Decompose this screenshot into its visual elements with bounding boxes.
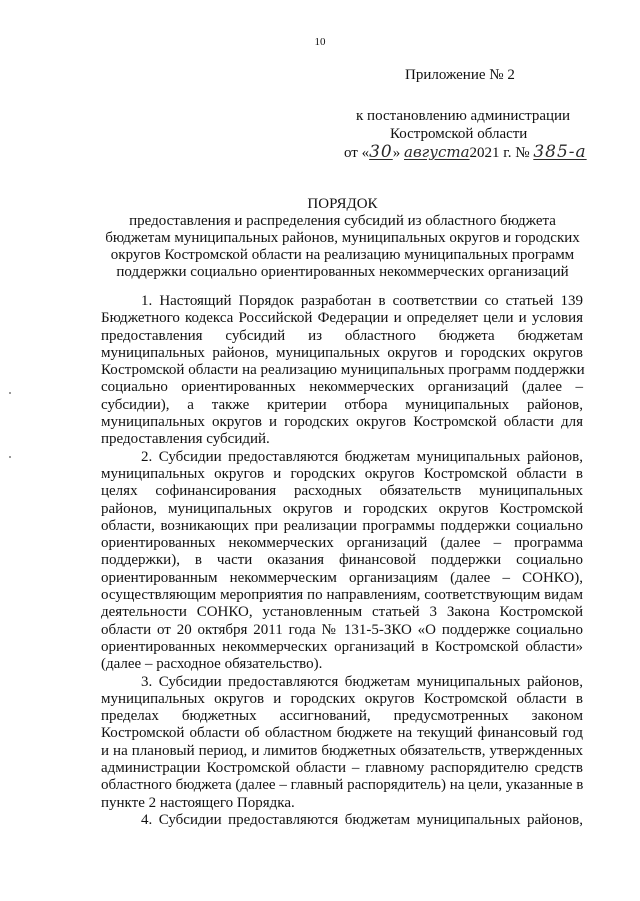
appendix-date-line	[344, 143, 587, 162]
date-quote-close: »	[392, 145, 401, 161]
paragraph-1-line: муниципальных округов и городских округов Костромской области для	[101, 414, 583, 431]
paragraph-2-line: ориентированным некоммерческим организациям (далее – СОНКО),	[101, 569, 583, 586]
paragraph-1-line: 1. Настоящий Порядок разработан в соответствии со статьей 139	[141, 293, 583, 309]
paragraph-3-line: администрации Костромской области – главному распорядителю средств	[101, 760, 583, 777]
paragraph-1-line: Бюджетного кодекса Российской Федерации и определяет цели и условия	[101, 310, 583, 327]
date-prefix: от «	[344, 145, 370, 161]
handwritten-day: 30	[369, 142, 393, 162]
paragraph-3-line: пункте 2 настоящего Порядка.	[101, 794, 295, 811]
paragraph-3-line: муниципальных округов и городских округов Костромской области в	[101, 690, 583, 707]
scan-margin-mark	[9, 456, 11, 458]
order-subtitle	[100, 213, 585, 281]
order-subtitle-line: бюджетам муниципальных районов, муниципальных округов и городских	[105, 230, 580, 246]
paragraph-2-line: ориентированных некоммерческих организаций (далее – программа	[101, 535, 583, 552]
paragraph-4-line: 4. Субсидии предоставляются бюджетам муниципальных районов,	[141, 811, 583, 828]
paragraph-3-line: пределах бюджетных ассигнований, предусмотренных законом	[101, 708, 583, 725]
order-title: ПОРЯДОК	[307, 196, 378, 212]
paragraph-3-line: и на плановый период, и лимитов бюджетных обязательств, утвержденных	[101, 742, 583, 759]
paragraph-1-line: муниципальных районов, муниципальных округов и городских округов	[101, 344, 583, 361]
paragraph-2-line: целях софинансирования расходных обязательств муниципальных	[101, 483, 583, 500]
paragraph-2-line: области от 20 октября 2011 года № 131-5-ЗКО «О поддержке социально	[101, 621, 583, 638]
appendix-resolution-line: к постановлению администрации	[356, 108, 571, 124]
document-body	[101, 293, 583, 829]
scan-margin-mark	[9, 392, 11, 394]
order-subtitle-line: предоставления и распределения субсидий из областного бюджета	[129, 213, 556, 229]
paragraph-2-line: (далее – расходное обязательство).	[101, 656, 323, 673]
paragraph-3-line: 3. Субсидии предоставляются бюджетам муниципальных районов,	[141, 673, 583, 690]
paragraph-2-line: 2. Субсидии предоставляются бюджетам муниципальных районов,	[141, 448, 583, 465]
page-number: 10	[314, 36, 326, 48]
order-subtitle-line: поддержки социально ориентированных некоммерческих организаций	[116, 264, 569, 280]
paragraph-2-line: деятельности СОНКО, установленным статьей 3 Закона Костромской	[101, 604, 583, 621]
handwritten-document-number: 385-а	[533, 142, 587, 162]
paragraph-3-line: областного бюджета (далее – главный распорядитель) на цели, указанные в	[101, 777, 584, 794]
paragraph-2-line: поддержки), в части оказания финансовой поддержки социально	[101, 552, 583, 569]
paragraph-1-line: субсидии), а также критерии отбора муниципальных районов,	[101, 396, 583, 413]
handwritten-month: августа	[404, 143, 470, 161]
appendix-region-line: Костромской области	[390, 126, 528, 142]
paragraph-3-line: Костромской области об областном бюджете на текущий финансовый год	[101, 725, 583, 742]
order-subtitle-line: округов Костромской области на реализацию муниципальных программ	[110, 247, 575, 263]
paragraph-2-line: осуществляющим мероприятия по направлениям, соответствующим видам	[101, 587, 583, 604]
paragraph-1-line: Костромской области на реализацию муниципальных программ поддержки	[101, 362, 585, 379]
paragraph-1-line: предоставления субсидий.	[101, 431, 270, 448]
paragraph-1-line: предоставления субсидий из областного бюджета бюджетам	[101, 327, 583, 344]
paragraph-1-line: социально ориентированных некоммерческих организаций (далее –	[101, 379, 583, 396]
paragraph-2-line: области, возникающих при реализации программы поддержки социально	[101, 517, 583, 534]
paragraph-2-line: муниципальных округов и городских округов Костромской области в	[101, 465, 583, 482]
appendix-title: Приложение № 2	[405, 67, 515, 83]
paragraph-2-line: ориентированных некоммерческих организаций в Костромской области»	[101, 638, 583, 655]
paragraph-2-line: районов, муниципальных округов и городских округов Костромской	[101, 500, 583, 517]
date-year-number: 2021 г. №	[469, 145, 530, 161]
